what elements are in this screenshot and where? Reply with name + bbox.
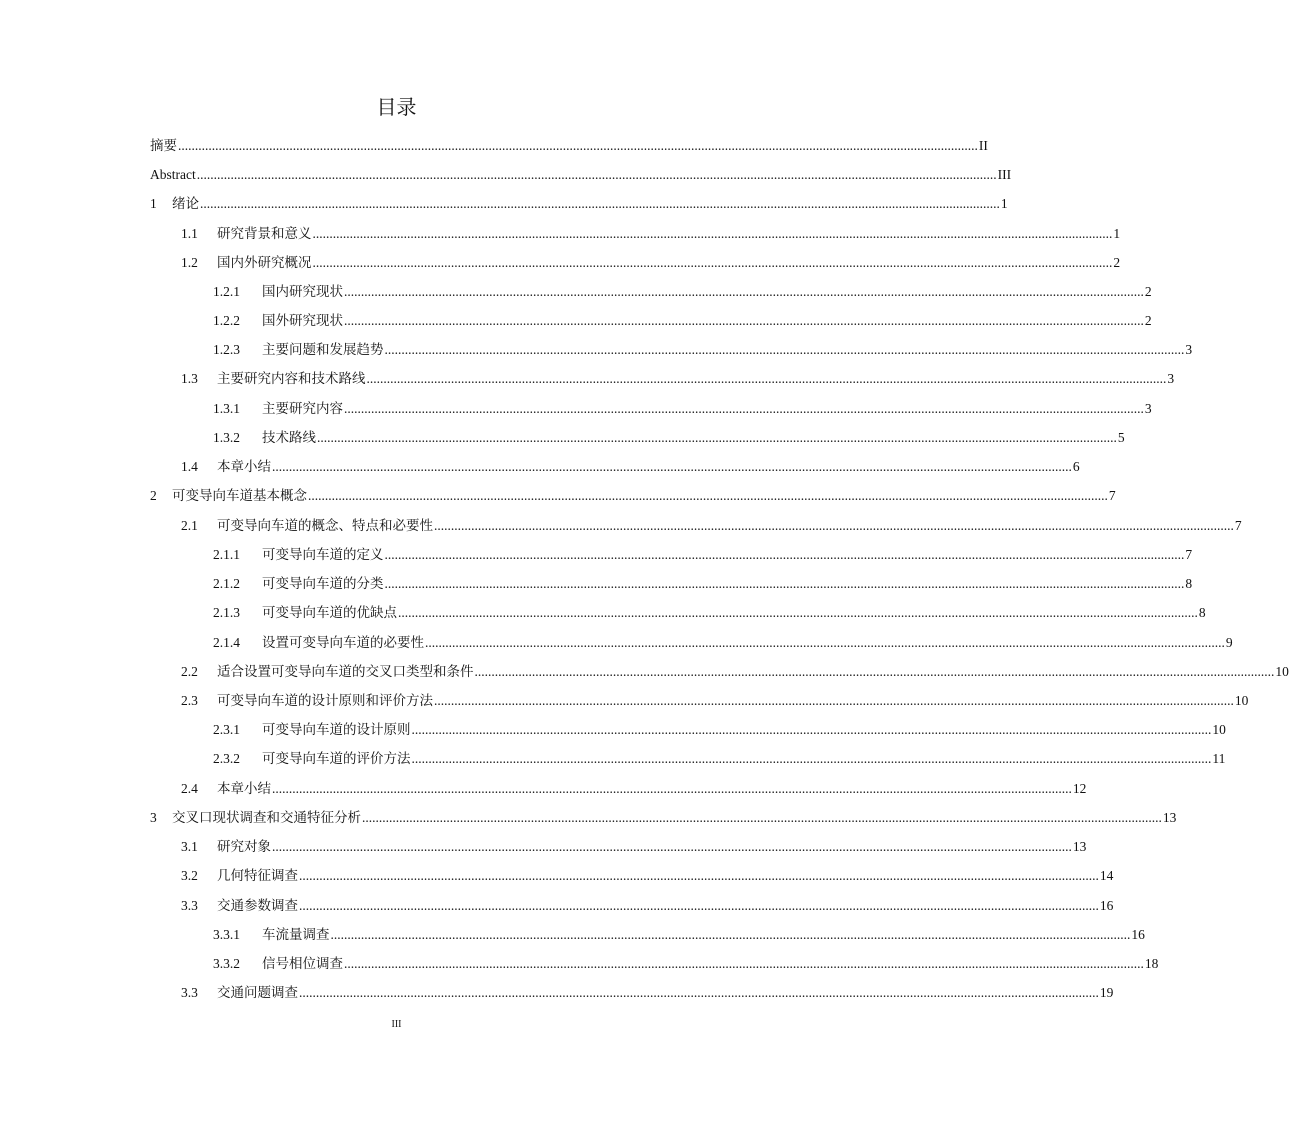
toc-entry-1-2-2[interactable] [213, 306, 1152, 336]
toc-entry-page: 10 [1234, 693, 1249, 708]
toc-entry-2-1-1[interactable] [213, 540, 1193, 570]
toc-entry-text: 交叉口现状调查和交通特征分析 [172, 810, 361, 825]
toc-entry-text: 车流量调查 [262, 927, 330, 942]
toc-entry-page: 16 [1131, 927, 1145, 942]
toc-entry-2-1-3[interactable] [213, 598, 1206, 628]
toc-entry-number: 3.3.2 [213, 956, 240, 971]
toc-leader-dots: ............................................................................................................................................................................................................................................. [272, 781, 1072, 796]
toc-entry-page: 13 [1072, 839, 1087, 854]
toc-entry-1-3-2[interactable] [213, 423, 1125, 453]
toc-entry-page: 2 [1144, 284, 1152, 299]
toc-entry-page: 8 [1198, 605, 1206, 620]
toc-entry-text: 交通参数调查 [217, 898, 298, 913]
toc-entry-page: 14 [1099, 868, 1114, 883]
toc-entry-2-3-2[interactable] [213, 744, 1226, 774]
toc-entry-text: 研究背景和意义 [217, 226, 312, 241]
toc-entry-1-3-1[interactable] [213, 394, 1152, 424]
toc-entry-page: 3 [1185, 342, 1193, 357]
toc-entry-number: 2.3 [181, 693, 198, 708]
toc-entry-number: 1.2 [181, 255, 198, 270]
toc-entry-3-3-1[interactable] [213, 920, 1145, 950]
toc-entry-page: 5 [1117, 430, 1125, 445]
toc-entry-page: 2 [1113, 255, 1121, 270]
toc-leader-dots: ............................................................................................................................................................................................................................................. [366, 371, 1167, 386]
toc-leader-dots: ............................................................................................................................................................................................................................................. [272, 839, 1072, 854]
toc-entry-page: 19 [1099, 985, 1114, 1000]
toc-entry-1-4[interactable] [181, 452, 1080, 482]
toc-leader-dots: ............................................................................................................................................................................................................................................. [384, 576, 1185, 591]
toc-entry-2-3[interactable] [181, 686, 1249, 716]
toc-leader-dots: ............................................................................................................................................................................................................................................. [344, 956, 1144, 971]
toc-leader-dots: ............................................................................................................................................................................................................................................. [299, 985, 1099, 1000]
toc-leader-dots: ............................................................................................................................................................................................................................................. [434, 693, 1234, 708]
toc-entry-2-2[interactable] [181, 657, 1289, 687]
toc-entry-text: 本章小结 [217, 781, 271, 796]
toc-entry-page: 9 [1225, 635, 1233, 650]
toc-leader-dots: ............................................................................................................................................................................................................................................. [344, 401, 1144, 416]
toc-entry-page: 16 [1099, 898, 1114, 913]
toc-leader-dots: ............................................................................................................................................................................................................................................. [317, 430, 1117, 445]
toc-entry-page: 7 [1108, 488, 1116, 503]
toc-entry-page: II [978, 138, 988, 153]
toc-entry-number: 1.2.3 [213, 342, 240, 357]
toc-entry-number: 3.1 [181, 839, 198, 854]
toc-entry-text: 可变导向车道的分类 [262, 576, 384, 591]
toc-entry-number: 1.3.2 [213, 430, 240, 445]
toc-leader-dots: ............................................................................................................................................................................................................................................. [330, 927, 1131, 942]
toc-entry-chapter-1[interactable] [150, 189, 1008, 219]
toc-entry-page: 7 [1234, 518, 1242, 533]
toc-entry-text: 可变导向车道的优缺点 [262, 605, 397, 620]
toc-entry-number: 1.2.2 [213, 313, 240, 328]
toc-entry-text: Abstract [150, 167, 196, 182]
toc-entry-page: 13 [1162, 810, 1177, 825]
toc-entry-number: 1.1 [181, 226, 198, 241]
toc-leader-dots: ............................................................................................................................................................................................................................................. [362, 810, 1162, 825]
toc-entry-page: 12 [1072, 781, 1087, 796]
toc-entry-page: 11 [1212, 751, 1226, 766]
toc-entry-number: 1.3.1 [213, 401, 240, 416]
toc-entry-number: 3.3.1 [213, 927, 240, 942]
toc-entry-1-3[interactable] [181, 364, 1175, 394]
toc-entry-number: 3.2 [181, 868, 198, 883]
toc-entry-text: 主要问题和发展趋势 [262, 342, 384, 357]
toc-entry-text: 摘要 [150, 138, 177, 153]
toc-entry-text: 交通问题调查 [217, 985, 298, 1000]
toc-entry-number: 2.1.3 [213, 605, 240, 620]
toc-entry-page: 3 [1167, 371, 1175, 386]
toc-entry-3-3[interactable] [181, 891, 1114, 921]
toc-entry-number: 1.2.1 [213, 284, 240, 299]
toc-entry-text: 可变导向车道的概念、特点和必要性 [217, 518, 433, 533]
toc-entry-text: 主要研究内容和技术路线 [217, 371, 366, 386]
toc-entry-number: 2.1.4 [213, 635, 240, 650]
toc-entry-text: 可变导向车道的设计原则和评价方法 [217, 693, 433, 708]
toc-entry-text: 可变导向车道的评价方法 [262, 751, 411, 766]
toc-leader-dots: ............................................................................................................................................................................................................................................. [344, 313, 1144, 328]
toc-entry-text: 几何特征调查 [217, 868, 298, 883]
toc-leader-dots: ............................................................................................................................................................................................................................................. [474, 664, 1275, 679]
toc-entry-text: 可变导向车道的设计原则 [262, 722, 411, 737]
toc-leader-dots: ............................................................................................................................................................................................................................................. [312, 255, 1113, 270]
toc-entry-2-1-4[interactable] [213, 628, 1233, 658]
toc-leader-dots: ............................................................................................................................................................................................................................................. [434, 518, 1234, 533]
toc-leader-dots: ............................................................................................................................................................................................................................................. [200, 196, 1000, 211]
toc-entry-page: 7 [1185, 547, 1193, 562]
toc-entry-text: 研究对象 [217, 839, 271, 854]
toc-entry-number: 1.3 [181, 371, 198, 386]
toc-entry-text: 主要研究内容 [262, 401, 343, 416]
toc-entry-text: 信号相位调查 [262, 956, 343, 971]
toc-leader-dots: ............................................................................................................................................................................................................................................. [384, 342, 1185, 357]
page-title: 目录 [376, 95, 417, 119]
toc-entry-text: 绪论 [172, 196, 199, 211]
toc-entry-page: 1 [1113, 226, 1121, 241]
toc-leader-dots: ............................................................................................................................................................................................................................................. [425, 635, 1225, 650]
toc-entry-1-2[interactable] [181, 248, 1121, 278]
toc-entry-3-2[interactable] [181, 861, 1114, 891]
toc-entry-1-1[interactable] [181, 219, 1121, 249]
toc-entry-number: 2.4 [181, 781, 198, 796]
toc-entry-text: 国内研究现状 [262, 284, 343, 299]
toc-entry-chapter-2[interactable] [150, 481, 1116, 511]
toc-entry-page: 2 [1144, 313, 1152, 328]
toc-entry-text: 技术路线 [262, 430, 316, 445]
toc-entry-text: 国内外研究概况 [217, 255, 312, 270]
toc-leader-dots: ............................................................................................................................................................................................................................................. [299, 868, 1099, 883]
toc-entry-number: 3.3 [181, 898, 198, 913]
toc-entry-number: 1.4 [181, 459, 198, 474]
toc-entry-text: 本章小结 [217, 459, 271, 474]
toc-leader-dots: ............................................................................................................................................................................................................................................. [308, 488, 1108, 503]
toc-entry-number: 3.3 [181, 985, 198, 1000]
toc-entry-3-1[interactable] [181, 832, 1087, 862]
toc-entry-2-3-1[interactable] [213, 715, 1226, 745]
toc-entry-page: 10 [1275, 664, 1289, 679]
toc-entry-page: 8 [1185, 576, 1193, 591]
toc-entry-2-1-2[interactable] [213, 569, 1193, 599]
toc-entry-text: 适合设置可变导向车道的交叉口类型和条件 [217, 664, 474, 679]
toc-entry-page: III [997, 167, 1012, 182]
toc-entry-chapter-3[interactable] [150, 803, 1177, 833]
toc-entry-text: 设置可变导向车道的必要性 [262, 635, 424, 650]
toc-entry-text: 可变导向车道基本概念 [172, 488, 307, 503]
toc-entry-1-2-1[interactable] [213, 277, 1152, 307]
toc-entry-1-2-3[interactable] [213, 335, 1193, 365]
toc-entry-number: 2.3.2 [213, 751, 240, 766]
toc-leader-dots: ............................................................................................................................................................................................................................................. [312, 226, 1113, 241]
toc-leader-dots: ............................................................................................................................................................................................................................................. [344, 284, 1144, 299]
toc-entry-abstract-cn[interactable] [150, 131, 988, 161]
toc-entry-number: 1 [150, 196, 157, 211]
toc-entry-3-3-2[interactable] [213, 949, 1159, 979]
toc-entry-2-4[interactable] [181, 774, 1087, 804]
toc-leader-dots: ............................................................................................................................................................................................................................................. [178, 138, 978, 153]
toc-entry-text: 国外研究现状 [262, 313, 343, 328]
toc-entry-page: 1 [1000, 196, 1008, 211]
toc-entry-number: 3 [150, 810, 157, 825]
toc-leader-dots: ............................................................................................................................................................................................................................................. [196, 167, 997, 182]
toc-entry-number: 2.1.2 [213, 576, 240, 591]
toc-leader-dots: ............................................................................................................................................................................................................................................. [299, 898, 1099, 913]
toc-entry-page: 18 [1144, 956, 1159, 971]
toc-leader-dots: ............................................................................................................................................................................................................................................. [272, 459, 1072, 474]
toc-leader-dots: ............................................................................................................................................................................................................................................. [411, 751, 1212, 766]
toc-entry-page: 3 [1144, 401, 1152, 416]
toc-entry-number: 2.2 [181, 664, 198, 679]
toc-entry-page: 6 [1072, 459, 1080, 474]
toc-entry-number: 2.1 [181, 518, 198, 533]
toc-leader-dots: ............................................................................................................................................................................................................................................. [411, 722, 1212, 737]
page-number: III [391, 1019, 402, 1030]
toc-leader-dots: ............................................................................................................................................................................................................................................. [384, 547, 1185, 562]
toc-entry-page: 10 [1212, 722, 1226, 737]
toc-leader-dots: ............................................................................................................................................................................................................................................. [398, 605, 1198, 620]
toc-entry-text: 可变导向车道的定义 [262, 547, 384, 562]
toc-entry-number: 2.3.1 [213, 722, 240, 737]
toc-entry-number: 2.1.1 [213, 547, 240, 562]
toc-entry-2-1[interactable] [181, 511, 1242, 541]
toc-entry-number: 2 [150, 488, 157, 503]
toc-entry-abstract-en[interactable] [150, 160, 1012, 190]
toc-entry-3-3-b[interactable] [181, 978, 1114, 1008]
